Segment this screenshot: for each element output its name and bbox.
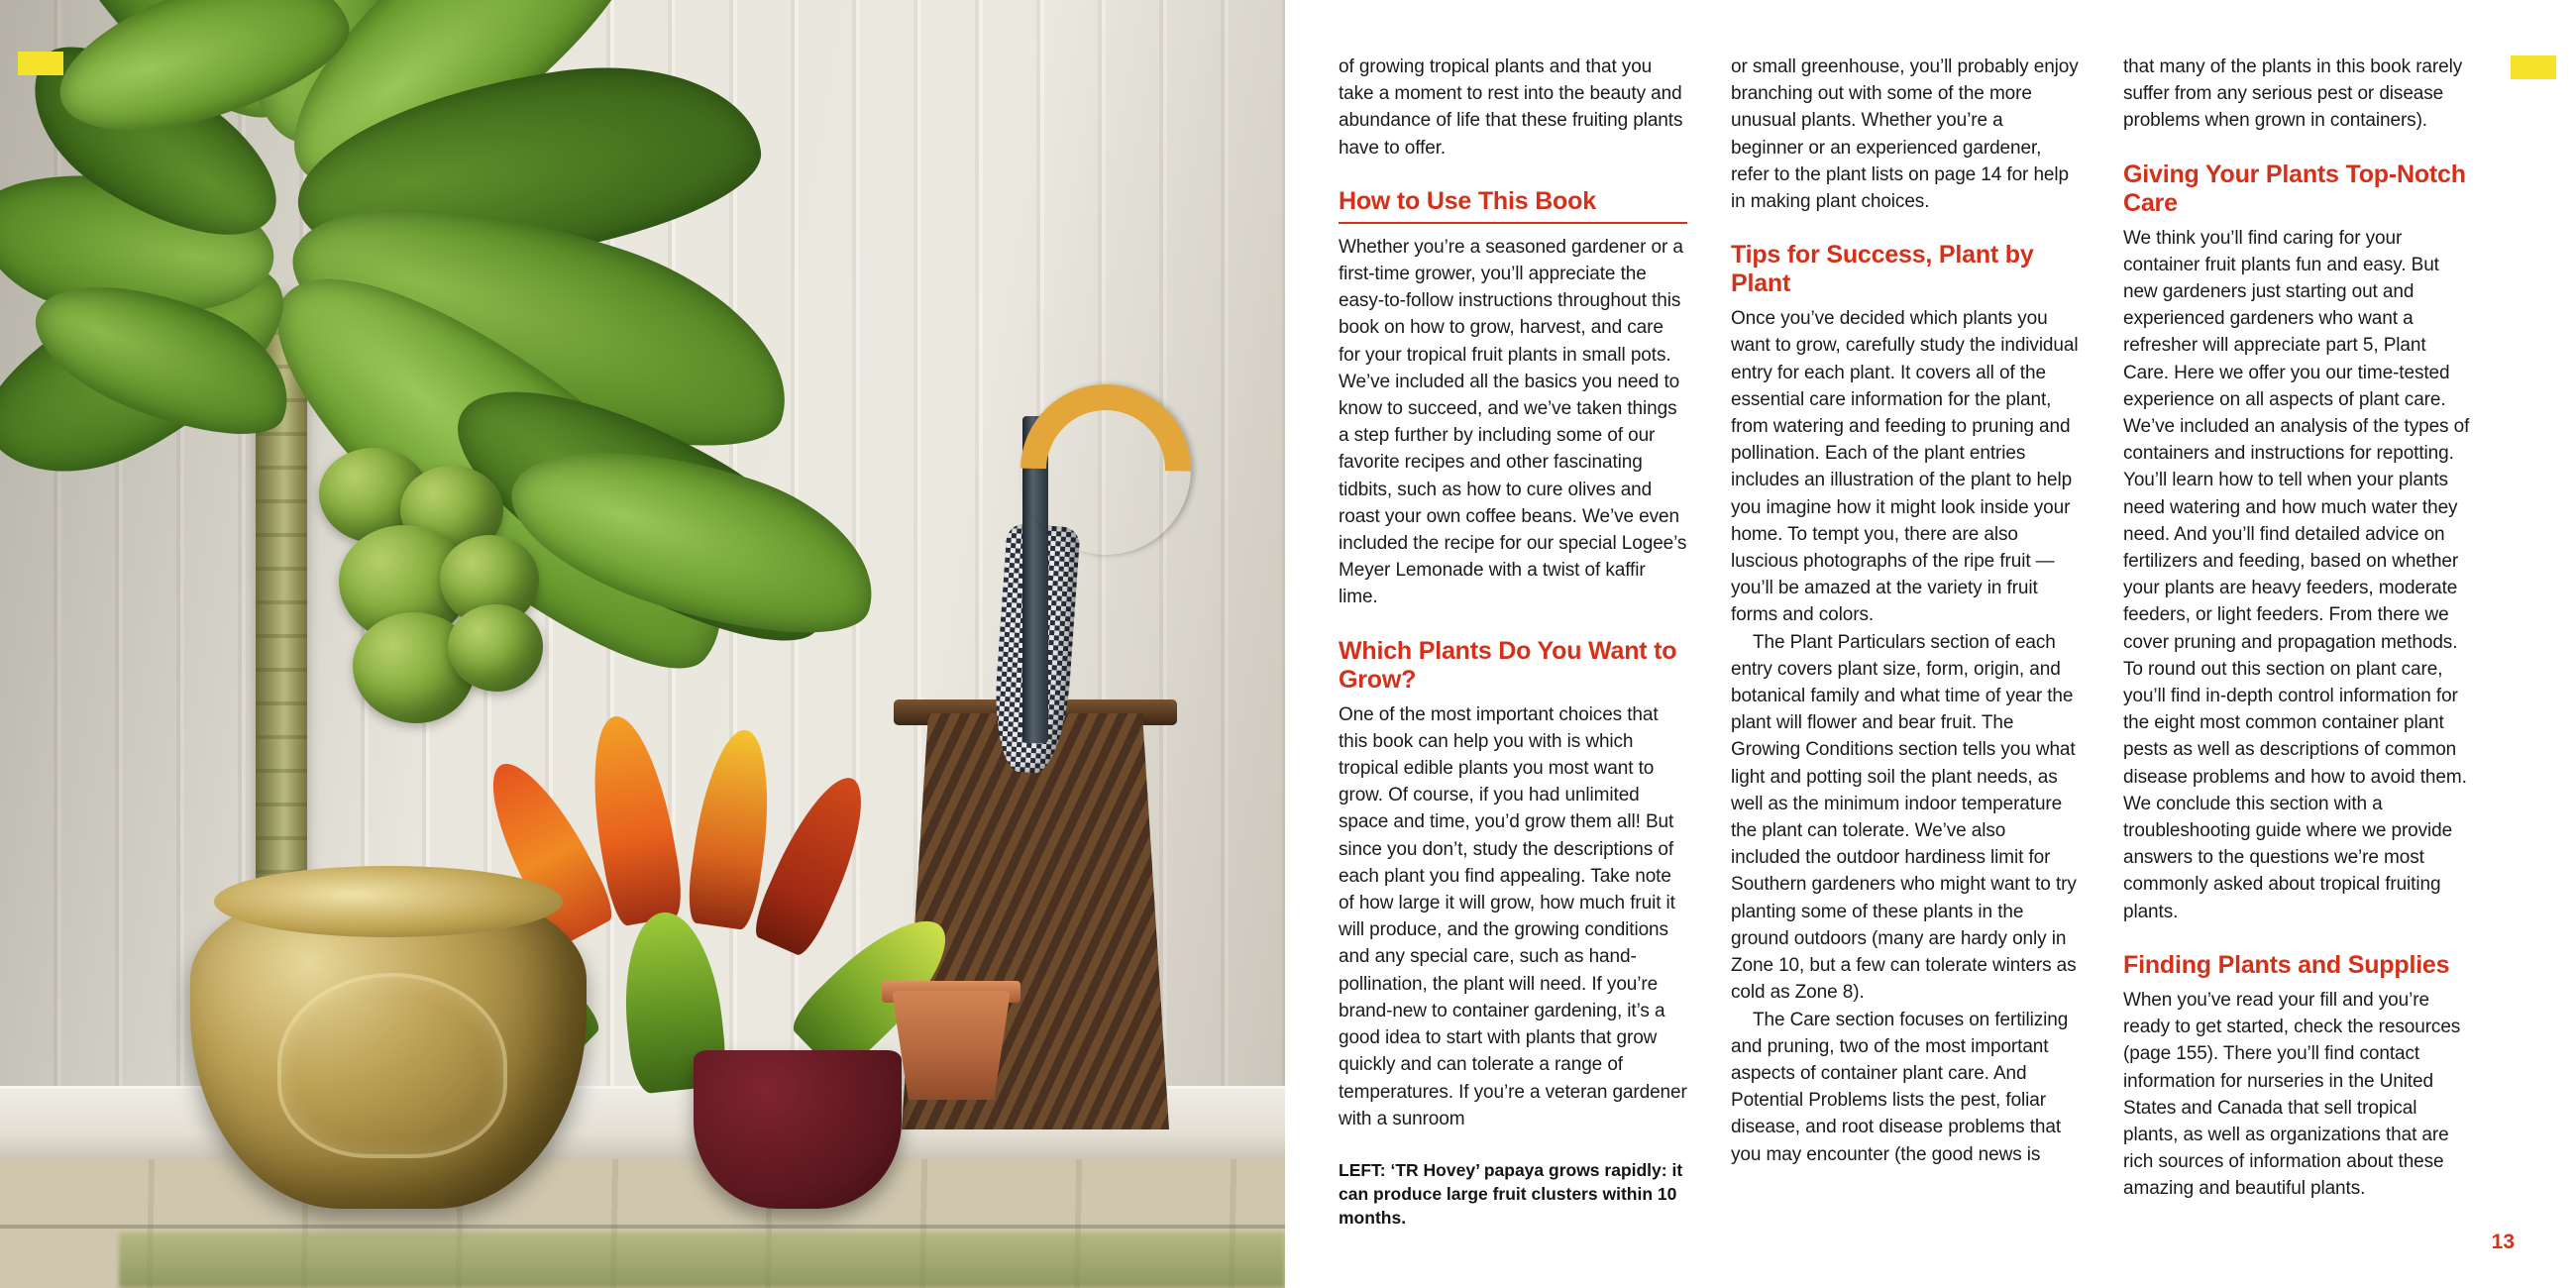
yellow-corner-mark-left xyxy=(18,52,63,75)
paragraph: We think you’ll find caring for your container fruit plants fun and easy. But new gardeners just starting out and experienced gardeners who want a refresher will appreciate part 5, Plant Care. Here we offer you our time-tested experience on all aspects of plant care. We’ve included an analysis of the types of containers and instructions for repotting. You’ll learn how to tell when your plants need watering and how much water they need. And you’ll find detailed advice on fertilizers and feeding, based on whether your plants are heavy feeders, moderate feeders, or light feeders. From there we cover pruning and propagation methods. To round out this section on plant care, you’ll find in-depth control information for the eight most common container plant pests as well as descriptions of common disease problems and how to avoid them. We conclude this section with a troubleshooting guide where we provide answers to the questions we’re most commonly asked about tropical fruiting plants. xyxy=(2123,227,2470,922)
section-heading-giving-your-plants-care: Giving Your Plants Top-Notch Care xyxy=(2123,160,2466,217)
section-heading-how-to-use-this-book: How to Use This Book xyxy=(1339,187,1687,224)
paragraph: The Care section focuses on fertilizing and pruning, two of the most important aspects of container plant care. And Potential Problems lists the pest, foliar disease, and root disease problems that you may encounter (the good news is xyxy=(1731,1009,2069,1165)
maroon-pot xyxy=(694,1050,902,1209)
floor-grout-line xyxy=(0,1225,1285,1229)
section-heading-which-plants: Which Plants Do You Want to Grow? xyxy=(1339,636,1677,694)
paragraph: Whether you’re a seasoned gardener or a first-time grower, you’ll appreciate the easy-to-follow instructions throughout this book on how to grow, harvest, and care for your tropical fruit plants in small pots. We’ve included all the basics you need to know to succeed, and we’ve taken things a step further by including some of our favorite recipes and other fascinating tidbits, such as how to cure olives and roast your own coffee beans. We’ve even included the recipe for our special Logee’s Meyer Lemonade with a twist of kaffir lime. xyxy=(1339,236,1687,608)
section-heading-finding-plants-and-supplies: Finding Plants and Supplies xyxy=(2123,950,2450,979)
paragraph: of growing tropical plants and that you take a moment to rest into the beauty and abundance of life that these fruiting plants have to offer. xyxy=(1339,56,1683,159)
column-3 xyxy=(2123,54,2472,1200)
page-number: 13 xyxy=(2491,1231,2515,1253)
brass-planter-engraving xyxy=(277,973,507,1157)
column-1 xyxy=(1339,54,1687,1228)
paragraph: or small greenhouse, you’ll probably enjoy branching out with some of the more unusual plants. Whether you’re a beginner or an experienced gardener, refer to the plant lists on page 14 for help in making plant choices. xyxy=(1731,56,2079,213)
paragraph: that many of the plants in this book rarely suffer from any serious pest or disease problems when grown in containers). xyxy=(2123,56,2463,132)
paragraph: Once you’ve decided which plants you want to grow, carefully study the individual entry for each plant. It covers all of the essential care information for the plant, from watering and feeding to pruning and pollination. Each of the plant entries includes an illustration of the plant to help you imagine how it might look inside your home. To tempt you, there are also luscious photographs of the ripe fruit — you’ll be amazed at the variety in fruit forms and colors. xyxy=(1731,308,2079,626)
text-columns xyxy=(1339,54,2515,1228)
papaya-plant-photo xyxy=(0,0,1285,1288)
column-2 xyxy=(1731,54,2080,1193)
paragraph: When you’ve read your fill and you’re ready to get started, check the resources (page 155). There you’ll find contact information for nurseries in the United States and Canada that sell tropical plants, as well as organizations that are rich sources of information about these amazing and beautiful plants. xyxy=(2123,989,2461,1200)
brass-planter xyxy=(190,882,587,1209)
photo-page xyxy=(0,0,1285,1288)
photo-caption: LEFT: ‘TR Hovey’ papaya grows rapidly: it can produce large fruit clusters within 10 months. xyxy=(1339,1159,1683,1228)
text-page xyxy=(1285,0,2576,1288)
section-heading-tips-for-success: Tips for Success, Plant by Plant xyxy=(1731,241,2034,298)
paragraph: The Plant Particulars section of each entry covers plant size, form, origin, and botanical family and what time of year the plant will flower and bear fruit. The Growing Conditions section tells you what light and potting soil the plant needs, as well as the minimum indoor temperature the plant can tolerate. We’ve also included the outdoor hardiness limit for Southern gardeners who might want to try planting some of these plants in the ground outdoors (many are hardy only in Zone 10, but a few can tolerate winters as cold as Zone 8). xyxy=(1731,631,2077,1004)
paragraph: One of the most important choices that this book can help you with is which tropical edible plants you most want to grow. Of course, if you had unlimited space and time, you’d grow them all! But since you don’t, study the descriptions of each plant you find appealing. Take note of how large it will grow, how much fruit it will produce, and the growing conditions and any special care, such as hand-pollination, the plant will need. If you’re brand-new to container gardening, it’s a good idea to start with plants that grow quickly and can tolerate a range of temperatures. If you’re a veteran gardener with a sunroom xyxy=(1339,703,1687,1129)
yellow-corner-mark-right xyxy=(2511,55,2556,79)
papaya-fruit xyxy=(448,604,543,692)
terracotta-pot xyxy=(892,991,1011,1100)
floor-green-reflection xyxy=(119,1233,1285,1288)
